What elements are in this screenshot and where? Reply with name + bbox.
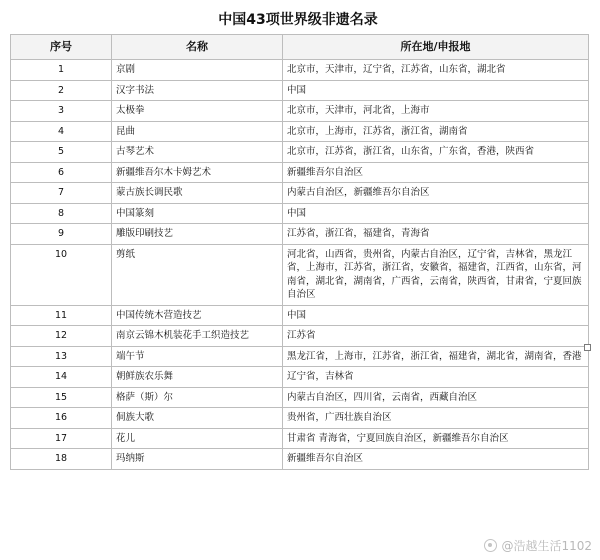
table-row bbox=[11, 244, 589, 305]
location-cell: 内蒙古自治区，新疆维吾尔自治区 bbox=[283, 183, 589, 204]
heritage-name-cell: 朝鲜族农乐舞 bbox=[112, 367, 283, 388]
row-number-cell: 6 bbox=[11, 162, 112, 183]
location-cell: 甘肃省 青海省，宁夏回族自治区，新疆维吾尔自治区 bbox=[283, 428, 589, 449]
table-row bbox=[11, 203, 589, 224]
location-cell: 新疆维吾尔自治区 bbox=[283, 449, 589, 470]
heritage-name-cell: 昆曲 bbox=[112, 121, 283, 142]
heritage-table bbox=[10, 34, 589, 470]
heritage-name-cell: 剪纸 bbox=[112, 244, 283, 305]
heritage-name-cell: 蒙古族长调民歌 bbox=[112, 183, 283, 204]
location-cell: 北京市，天津市，河北省，上海市 bbox=[283, 101, 589, 122]
location-cell: 北京市，上海市，江苏省，浙江省，湖南省 bbox=[283, 121, 589, 142]
column-header-name: 名称 bbox=[112, 35, 283, 60]
location-cell: 内蒙古自治区，四川省，云南省，西藏自治区 bbox=[283, 387, 589, 408]
row-number-cell: 4 bbox=[11, 121, 112, 142]
table-row bbox=[11, 367, 589, 388]
row-number-cell: 18 bbox=[11, 449, 112, 470]
resize-handle[interactable] bbox=[584, 344, 591, 351]
watermark bbox=[484, 537, 592, 554]
table-row bbox=[11, 305, 589, 326]
row-number-cell: 10 bbox=[11, 244, 112, 305]
row-number-cell: 12 bbox=[11, 326, 112, 347]
location-cell: 中国 bbox=[283, 203, 589, 224]
row-number-cell: 1 bbox=[11, 60, 112, 81]
table-header-row bbox=[11, 35, 589, 60]
row-number-cell: 2 bbox=[11, 80, 112, 101]
column-header-location: 所在地/申报地 bbox=[283, 35, 589, 60]
heritage-name-cell: 京剧 bbox=[112, 60, 283, 81]
page-title: 中国43项世界级非遗名录 bbox=[218, 12, 378, 28]
weibo-logo-icon bbox=[484, 539, 497, 552]
heritage-name-cell: 端午节 bbox=[112, 346, 283, 367]
location-cell: 中国 bbox=[283, 305, 589, 326]
table-row bbox=[11, 428, 589, 449]
heritage-name-cell: 雕版印刷技艺 bbox=[112, 224, 283, 245]
table-row bbox=[11, 60, 589, 81]
heritage-name-cell: 古琴艺术 bbox=[112, 142, 283, 163]
location-cell: 河北省，山西省，贵州省，内蒙古自治区，辽宁省，吉林省，黑龙江省，上海市，江苏省，浙江省，安徽省，福建省，江西省，山东省，河南省，湖北省，湖南省，广西省，云南省，陕西省，甘肃省，宁夏回族自治区 bbox=[283, 244, 589, 305]
heritage-name-cell: 玛纳斯 bbox=[112, 449, 283, 470]
table-row bbox=[11, 183, 589, 204]
location-cell: 中国 bbox=[283, 80, 589, 101]
table-row bbox=[11, 408, 589, 429]
location-cell: 贵州省，广西壮族自治区 bbox=[283, 408, 589, 429]
table-row bbox=[11, 346, 589, 367]
heritage-name-cell: 汉字书法 bbox=[112, 80, 283, 101]
table-row bbox=[11, 162, 589, 183]
heritage-name-cell: 花儿 bbox=[112, 428, 283, 449]
row-number-cell: 7 bbox=[11, 183, 112, 204]
heritage-name-cell: 南京云锦木机装花手工织造技艺 bbox=[112, 326, 283, 347]
row-number-cell: 5 bbox=[11, 142, 112, 163]
table-row bbox=[11, 142, 589, 163]
table-row bbox=[11, 387, 589, 408]
column-header-number: 序号 bbox=[11, 35, 112, 60]
watermark-text: @浩越生活1102 bbox=[501, 539, 592, 553]
row-number-cell: 17 bbox=[11, 428, 112, 449]
row-number-cell: 8 bbox=[11, 203, 112, 224]
location-cell: 北京市，江苏省，浙江省，山东省，广东省，香港，陕西省 bbox=[283, 142, 589, 163]
heritage-name-cell: 侗族大歌 bbox=[112, 408, 283, 429]
location-cell: 黑龙江省，上海市，江苏省，浙江省，福建省，湖北省，湖南省，香港 bbox=[283, 346, 589, 367]
table-row bbox=[11, 224, 589, 245]
table-row bbox=[11, 121, 589, 142]
table-row bbox=[11, 449, 589, 470]
row-number-cell: 16 bbox=[11, 408, 112, 429]
row-number-cell: 11 bbox=[11, 305, 112, 326]
location-cell: 新疆维吾尔自治区 bbox=[283, 162, 589, 183]
row-number-cell: 13 bbox=[11, 346, 112, 367]
table-body bbox=[11, 60, 589, 470]
location-cell: 江苏省 bbox=[283, 326, 589, 347]
location-cell: 辽宁省，吉林省 bbox=[283, 367, 589, 388]
heritage-name-cell: 中国传统木营造技艺 bbox=[112, 305, 283, 326]
table-row bbox=[11, 101, 589, 122]
location-cell: 江苏省，浙江省，福建省，青海省 bbox=[283, 224, 589, 245]
location-cell: 北京市，天津市，辽宁省，江苏省，山东省，湖北省 bbox=[283, 60, 589, 81]
heritage-name-cell: 中国篆刻 bbox=[112, 203, 283, 224]
heritage-name-cell: 太极拳 bbox=[112, 101, 283, 122]
heritage-name-cell: 新疆维吾尔木卡姆艺术 bbox=[112, 162, 283, 183]
table-row bbox=[11, 80, 589, 101]
table-row bbox=[11, 326, 589, 347]
heritage-name-cell: 格萨（斯）尔 bbox=[112, 387, 283, 408]
row-number-cell: 15 bbox=[11, 387, 112, 408]
row-number-cell: 3 bbox=[11, 101, 112, 122]
row-number-cell: 9 bbox=[11, 224, 112, 245]
row-number-cell: 14 bbox=[11, 367, 112, 388]
